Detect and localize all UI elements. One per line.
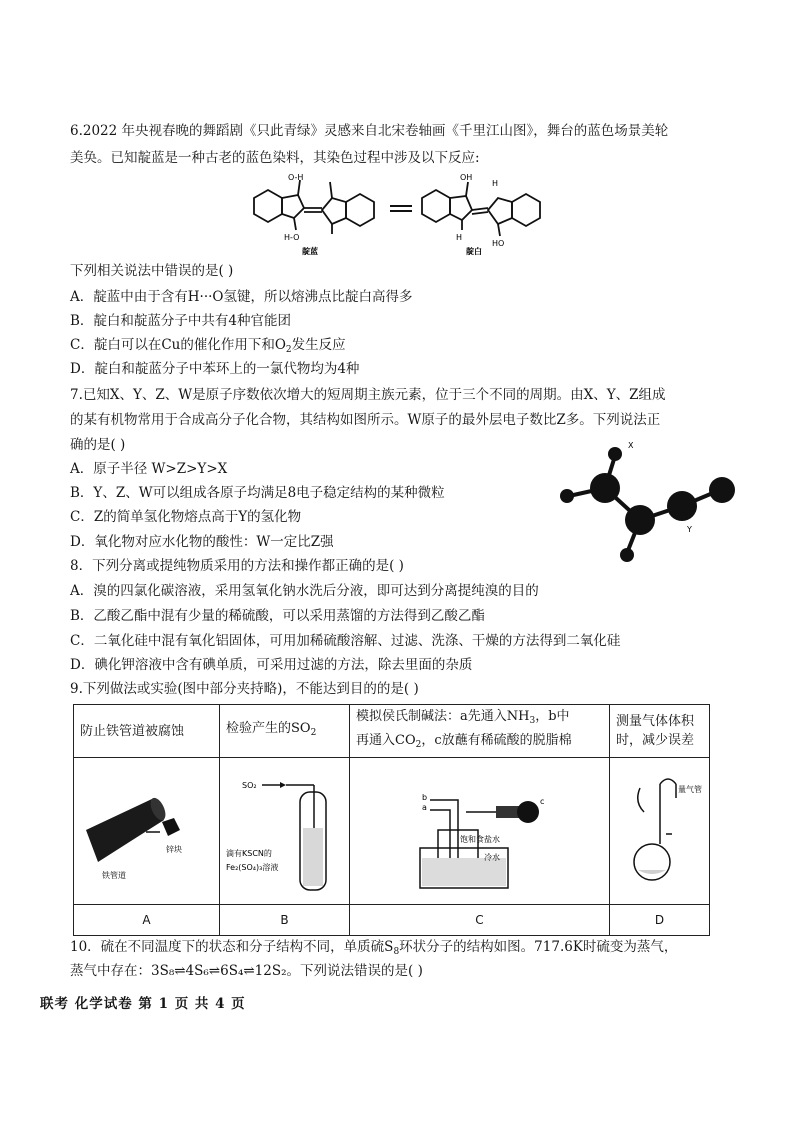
q9-figure-c bbox=[350, 758, 610, 905]
q8-option-a: A．溴的四氯化碳溶液，采用氢氧化钠水洗后分液，即可达到分离提纯溴的目的 bbox=[70, 583, 539, 599]
q7-stem-line1: 7.已知X、Y、Z、W是原子序数依次增大的短周期主族元素，位于三个不同的周期。由X、Y、Z组成 bbox=[70, 387, 666, 403]
q7-option-d: D．氧化物对应水化物的酸性：W一定比Z强 bbox=[70, 534, 334, 550]
q9-experiment-table bbox=[73, 704, 710, 936]
q6-option-b: B．靛白和靛蓝分子中共有4种官能团 bbox=[70, 313, 292, 329]
q9-label-row bbox=[74, 905, 710, 936]
q9-header-c-line2: 再通入CO bbox=[356, 733, 416, 748]
atom-carbon-2 bbox=[625, 505, 655, 535]
q8-option-b: B．乙酸乙酯中混有少量的稀硫酸，可以采用蒸馏的方法得到乙酸乙酯 bbox=[70, 608, 485, 624]
indigo-reaction-figure bbox=[240, 168, 570, 258]
equilibrium-arrow bbox=[390, 206, 412, 211]
q7-option-a: A．原子半径 W>Z>Y>X bbox=[70, 461, 228, 477]
label-measuring-tube: 量气管 bbox=[678, 785, 702, 794]
q9-figure-b bbox=[220, 758, 350, 905]
q8-option-d: D．碘化钾溶液中含有碘单质，可采用过滤的方法，除去里面的杂质 bbox=[70, 657, 473, 673]
q9-header-b-text: 检验产生的SO bbox=[226, 721, 311, 736]
leuco-indigo-label: 靛白 bbox=[466, 247, 482, 256]
label-c: c bbox=[540, 797, 545, 806]
q8-stem: 8．下列分离或提纯物质采用的方法和操作都正确的是( ) bbox=[70, 558, 404, 574]
q9-header-row bbox=[74, 705, 710, 758]
q9-label-c: C bbox=[350, 905, 610, 936]
label-zinc-block: 锌块 bbox=[166, 845, 182, 854]
so2-test-figure bbox=[220, 758, 350, 904]
q9-figure-row bbox=[74, 758, 710, 905]
hou-process-figure bbox=[350, 758, 610, 904]
atom-x-left bbox=[560, 489, 574, 503]
q7-stem-line2: 的某有机物常用于合成高分子化合物，其结构如图所示。W原子的最外层电子数比Z多。下列说法正 bbox=[70, 412, 661, 428]
label-brine: 饱和食盐水 bbox=[460, 835, 500, 844]
q9-header-c bbox=[350, 705, 610, 758]
q10-line2: 蒸气中存在：3S₈⇌4S₆⇌6S₄⇌12S₂。下列说法错误的是( ) bbox=[70, 963, 423, 979]
q6-option-c bbox=[70, 336, 346, 359]
q6-option-c-sub: 2 bbox=[285, 345, 292, 355]
q9-figure-a bbox=[74, 758, 220, 905]
leuco-nh-bottom: H bbox=[456, 233, 463, 242]
atom-x-top bbox=[608, 447, 622, 461]
q9-header-c-sub1: 3 bbox=[529, 716, 536, 726]
label-cold-water: 冷水 bbox=[484, 853, 500, 862]
q10-line1-suffix: 环状分子的结构如图。717.6K时硫变为蒸气， bbox=[399, 939, 678, 955]
atom-carbon-1 bbox=[590, 473, 620, 503]
q9-label-b: B bbox=[220, 905, 350, 936]
q9-label-d: D bbox=[610, 905, 710, 936]
label-b: b bbox=[422, 793, 428, 802]
atom-z bbox=[709, 477, 735, 503]
q6-stem-line2: 美奂。已知靛蓝是一种古老的蓝色染料，其染色过程中涉及以下反应: bbox=[70, 150, 480, 166]
label-kscn: 滴有KSCN的 bbox=[226, 849, 272, 858]
q9-header-b bbox=[220, 705, 350, 758]
q9-header-d: 测量气体体积时，减少误差 bbox=[610, 705, 710, 758]
q6-option-c-suffix: 发生反应 bbox=[291, 337, 346, 353]
leuco-indigo-structure bbox=[422, 182, 540, 236]
q9-header-c-line2-end: ，c放蘸有稀硫酸的脱脂棉 bbox=[421, 733, 572, 748]
q6-option-a: A．靛蓝中由于含有H···O氢键，所以熔沸点比靛白高得多 bbox=[70, 289, 413, 305]
q7-stem-line3: 确的是( ) bbox=[70, 437, 126, 453]
q8-option-c: C．二氧化硅中混有氧化铝固体，可用加稀硫酸溶解、过滤、洗涤、干燥的方法得到二氧化硅 bbox=[70, 633, 621, 649]
molecule-model-figure bbox=[555, 438, 755, 568]
q9-header-c-sub2: 2 bbox=[415, 740, 422, 750]
q7-option-b: B．Y、Z、W可以组成各原子均满足8电子稳定结构的某种微粒 bbox=[70, 485, 445, 501]
q6-option-d: D．靛白和靛蓝分子中苯环上的一氯代物均为4种 bbox=[70, 361, 360, 377]
q6-stem-line1: 6.2022 年央视春晚的舞蹈剧《只此青绿》灵感来自北宋卷轴画《千里江山图》，舞台的蓝色场景美轮 bbox=[70, 123, 669, 139]
indigo-label: 靛蓝 bbox=[302, 247, 318, 256]
label-a: a bbox=[422, 803, 427, 812]
iron-pipe-zinc-figure bbox=[74, 758, 220, 904]
q10-line1-prefix: 10．硫在不同温度下的状态和分子结构不同，单质硫S bbox=[70, 939, 394, 955]
indigo-structure bbox=[254, 180, 374, 234]
molecule-bonds bbox=[569, 456, 720, 553]
page-footer: 联考 化学试卷 第 1 页 共 4 页 bbox=[40, 996, 246, 1012]
leuco-ho-bottom: HO bbox=[492, 239, 505, 248]
label-so2: SO₂ bbox=[242, 781, 257, 790]
q9-figure-d bbox=[610, 758, 710, 905]
leuco-oh-top: OH bbox=[460, 173, 473, 182]
q9-header-c-line1: 模拟侯氏制碱法：a先通入NH bbox=[356, 709, 530, 724]
q7-option-c: C．Z的简单氢化物熔点高于Y的氢化物 bbox=[70, 509, 302, 525]
atom-y bbox=[667, 491, 697, 521]
q9-label-a: A bbox=[74, 905, 220, 936]
label-y: Y bbox=[687, 525, 692, 534]
label-x: X bbox=[628, 441, 634, 450]
q6-question: 下列相关说法中错误的是( ) bbox=[70, 263, 234, 279]
q6-option-c-prefix: C．靛白可以在Cu的催化作用下和O bbox=[70, 337, 286, 353]
q10-line1-sub: 8 bbox=[393, 947, 400, 957]
q9-header-c-line1-end: ，b中 bbox=[535, 709, 570, 724]
indigo-oh-top: O-H bbox=[288, 173, 304, 182]
label-fe2so43: Fe₂(SO₄)₃溶液 bbox=[226, 863, 279, 872]
q9-header-a: 防止铁管道被腐蚀 bbox=[74, 705, 220, 758]
leuco-nh-top: H bbox=[492, 179, 499, 188]
q10-line1 bbox=[70, 938, 677, 961]
q9-header-b-sub: 2 bbox=[310, 728, 317, 738]
q9-stem: 9.下列做法或实验(图中部分夹持略)，不能达到目的的是( ) bbox=[70, 681, 419, 697]
gas-volume-figure bbox=[610, 758, 710, 904]
atom-x-bottom bbox=[620, 548, 634, 562]
indigo-ho-bottom: H-O bbox=[284, 233, 300, 242]
label-iron-pipe: 铁管道 bbox=[102, 871, 126, 880]
